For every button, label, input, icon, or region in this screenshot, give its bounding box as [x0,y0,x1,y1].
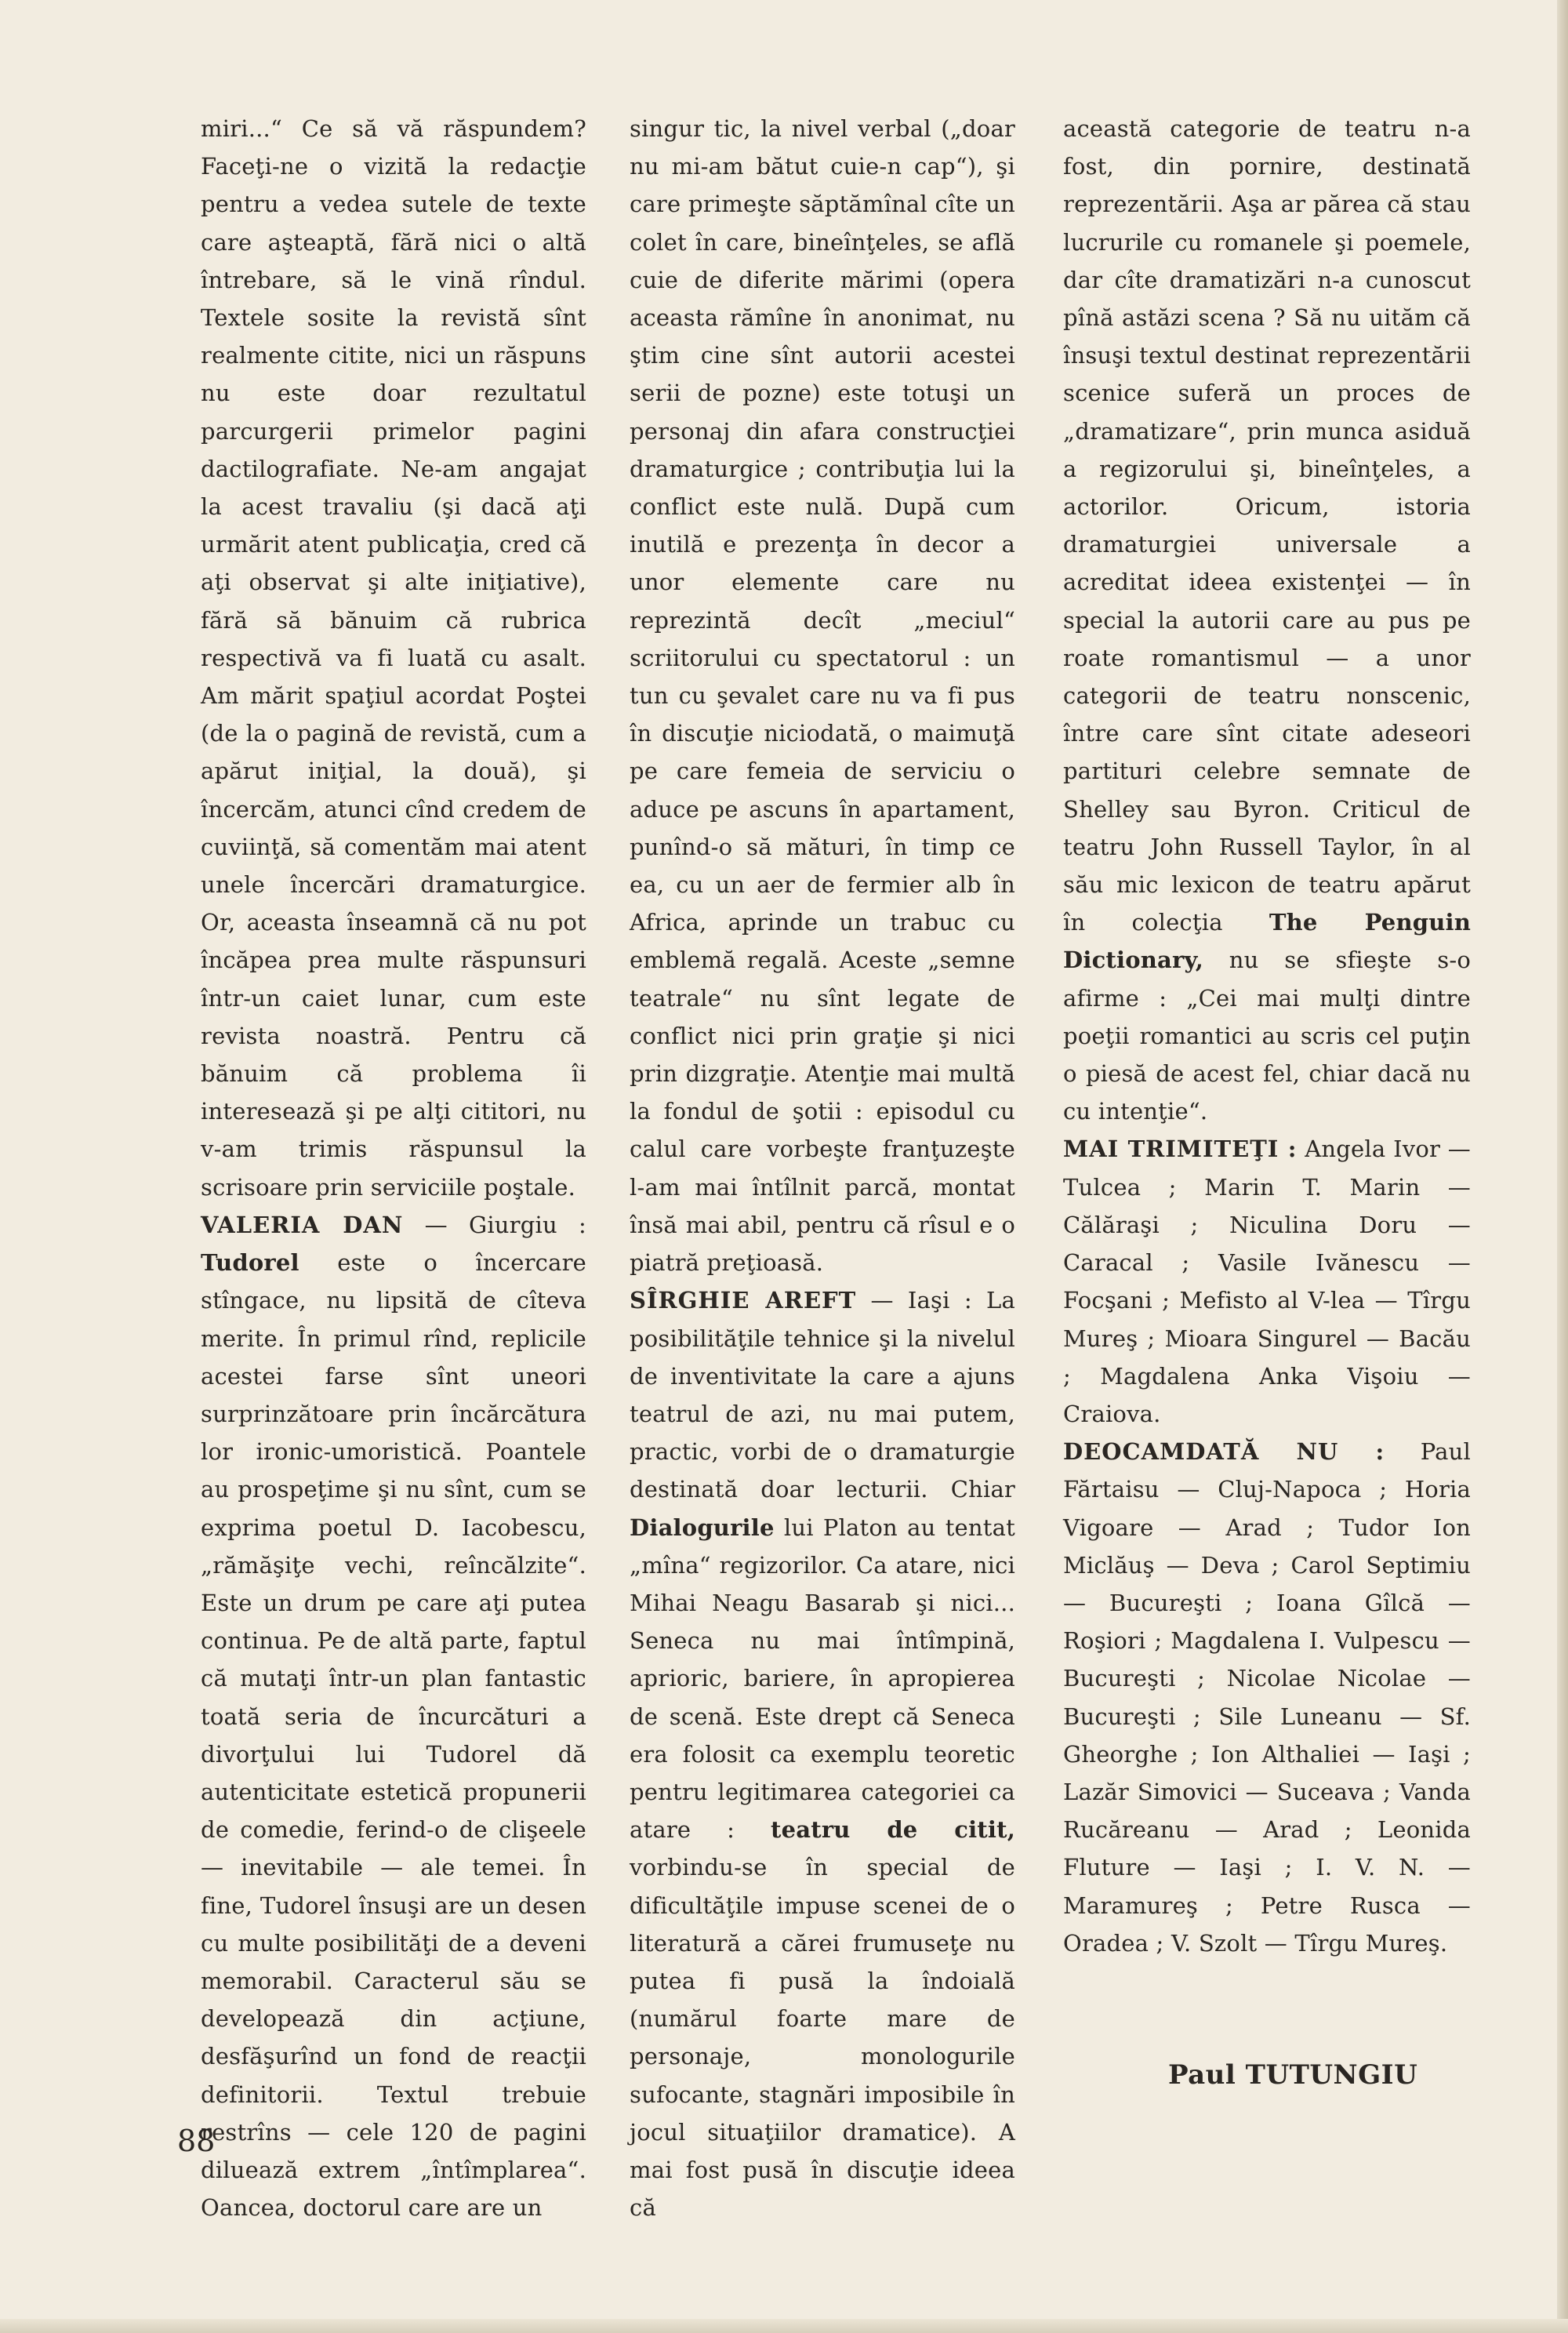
paragraph-intro: miri...“ Ce să vă răspundem? Faceţi-ne o vizită la redacţie pentru a vedea sutele de texte care aşteaptă, fără nici o altă întrebare, să le vină rîndul. Textele sosite la revistă sînt realmente citite, nici un răspuns nu este doar rezultatul parcurgerii primelor pagini dactilografiate. Ne-am angajat la acest travaliu (şi dacă aţi urmărit atent publicaţia, cred că aţi observat şi alte iniţiative), fără să bănuim că rubrica respectivă va fi luată cu asalt. Am mărit spaţiul acordat Poştei (de la o pagină de revistă, cum a apărut iniţial, la două), şi încercăm, atunci cînd credem de cuviinţă, să comentăm mai atent unele încercări dramaturgice. Or, aceasta înseamnă că nu pot încăpea prea multe răspunsuri într-un caiet lunar, cum este revista noastră. Pentru că bănuim că problema îi interesează şi pe alţi cititori, nu v-am trimis răspunsul la scrisoare prin serviciile poştale. [201,115,586,1201]
text-column-3 [1063,110,1471,1962]
list-mai-trimiteti [1063,1130,1471,1433]
book-title: The Penguin Dictionary, [1063,909,1472,974]
correspondent-name: SÎRGHIE AREFT [630,1287,857,1314]
reply-text: vorbindu-se în special de dificultăţile impuse scenei de o literatură a cărei frumuseţe nu putea fi pusă la îndoială (numărul foarte mare de personaje, monologurile sufocante, stagnări imposibile în jocul situaţiilor dramatice). A mai fost pusă în discuţie ideea că [630,1854,1015,2222]
author-signature: Paul TUTUNGIU [1168,2059,1418,2091]
play-title: Tudorel [201,1249,299,1277]
reply-sirghie-areft [630,1281,1015,2226]
page-edge [1557,0,1568,2333]
term-highlight: teatru de citit, [770,1816,1015,1844]
page-number: 88 [177,2124,216,2158]
list-text: Paul Fărtaisu — Cluj-Napoca ; Horia Vigoare — Arad ; Tudor Ion Miclăuş — Deva ; Carol Septimiu — Bucureşti ; Ioana Gîlcă — Roşiori ; Magdalena I. Vulpescu — Bucureşti ; Nicolae Nicolae — Bucureşti ; Sile Luneanu — Sf. Gheorghe ; Ion Althaliei — Iaşi ; Lazăr Simovici — Suceava ; Vanda Rucăreanu — Arad ; Leonida Fluture — Iaşi ; I. V. N. — Maramureş ; Petre Rusca — Oradea ; V. Szolt — Tîrgu Mureş. [1063,1438,1471,1957]
paragraph-continued: singur tic, la nivel verbal („doar nu mi-am bătut cuie-n cap“), şi care primeşte săptămînal cîte un colet în care, bineînţeles, se află cuie de diferite mărimi (opera aceasta rămîne în anonimat, nu ştim cine sînt autorii acestei serii de pozne) este totuşi un personaj din afara construcţiei dramaturgice ; contribuţia lui la conflict este nulă. După cum inutilă e prezenţa în decor a unor elemente care nu reprezintă decît „meciul“ scriitorului cu spectatorul : un tun cu şevalet care nu va fi pus în discuţie niciodată, o maimuţă pe care femeia de serviciu o aduce pe ascuns în apartament, punînd-o să mături, în timp ce ea, cu un aer de fermier alb în Africa, aprinde un trabuc cu emblemă regală. Aceste „semne teatrale“ nu sînt legate de conflict nici prin graţie şi nici prin dizgraţie. Atenţie mai multă la fondul de şotii : episodul cu calul care vorbeşte franţuzeşte l-am mai întîlnit parcă, montat însă mai abil, pentru că rîsul e o piatră preţioasă. [630,115,1015,1277]
paragraph-continued: această categorie de teatru n-a fost, din pornire, destinată reprezentării. Aşa ar părea că stau lucrurile cu romanele şi poemele, dar cîte dramatizări n-a cunoscut pînă astăzi scena ? Să nu uităm că însuşi textul destinat reprezentării scenice suferă un proces de „dramatizare“, prin munca asiduă a regizorului şi, bineînţeles, a actorilor. Oricum, istoria dramaturgiei universale a acreditat ideea existenţei — în special la autorii care au pus pe roate romantismul — a unor categorii de teatru nonscenic, între care sînt citate adeseori partituri celebre semnate de Shelley sau Byron. Criticul de teatru John Russell Taylor, în al său mic lexicon de teatru apărut în colecţia The Penguin Dictionary, nu se sfieşte s-o afirme : „Cei mai mulţi dintre poeţii romantici au scris cel puţin o piesă de acest fel, chiar dacă nu cu intenţie“. [1063,115,1472,1125]
reply-text: — Giurgiu : [403,1211,586,1238]
reply-text: este o încercare stîngace, nu lipsită de cîteva merite. În primul rînd, replicile acestei farse sînt uneori surprinzătoare prin încărcătura lor ironic-umoristică. Poantele au prospeţime şi nu sînt, cum se exprima poetul D. Iacobescu, „rămăşiţe vechi, reîncălzite“. Este un drum pe care aţi putea continua. Pe de altă parte, faptul că mutaţi într-un plan fantastic toată seria de încurcături a divorţului lui Tudorel dă autenticitate estetică propunerii de comedie, ferind-o de clişeele — inevitabile — ale temei. În fine, Tudorel însuşi are un desen cu multe posibilităţi de a deveni memorabil. Caracterul său se developează din acţiune, desfăşurînd un fond de reacţii definitorii. Textul trebuie restrîns — cele 120 de pagini diluează extrem „întîmplarea“. Oancea, doctorul care are un [201,1249,586,2222]
section-heading: MAI TRIMITEŢI : [1063,1136,1298,1163]
reply-text: — Iaşi : La posibilităţile tehnice şi la nivelul de inventivitate la care a ajuns teatrul de azi, nu mai putem, practic, vorbi de o dramaturgie destinată doar lecturii. Chiar [630,1287,1015,1503]
list-text: Angela Ivor — Tulcea ; Marin T. Marin — Călăraşi ; Niculina Doru — Caracal ; Vasile Ivănescu — Focşani ; Mefisto al V-lea — Tîrgu Mureş ; Mioara Singurel — Bacău ; Magdalena Anka Vişoiu — Craiova. [1063,1136,1472,1427]
list-deocamdata-nu [1063,1433,1471,1962]
correspondent-name: VALERIA DAN [201,1211,404,1238]
reply-text: lui Platon au tentat „mîna“ regizorilor. Ca atare, nici Mihai Neagu Basarab şi nici... Seneca nu mai întîmpină, aprioric, bariere, în apropierea de scenă. Este drept că Seneca era folosit ca exemplu teoretic pentru legitimarea categoriei ca atare : [630,1514,1015,1844]
page-edge [0,2319,1568,2333]
section-heading: DEOCAMDATĂ NU : [1063,1438,1385,1466]
work-title: Dialogurile [630,1514,775,1541]
reply-valeria-dan [201,1206,586,2226]
text-column-2 [630,110,1015,2226]
text-column-1 [201,110,586,2226]
